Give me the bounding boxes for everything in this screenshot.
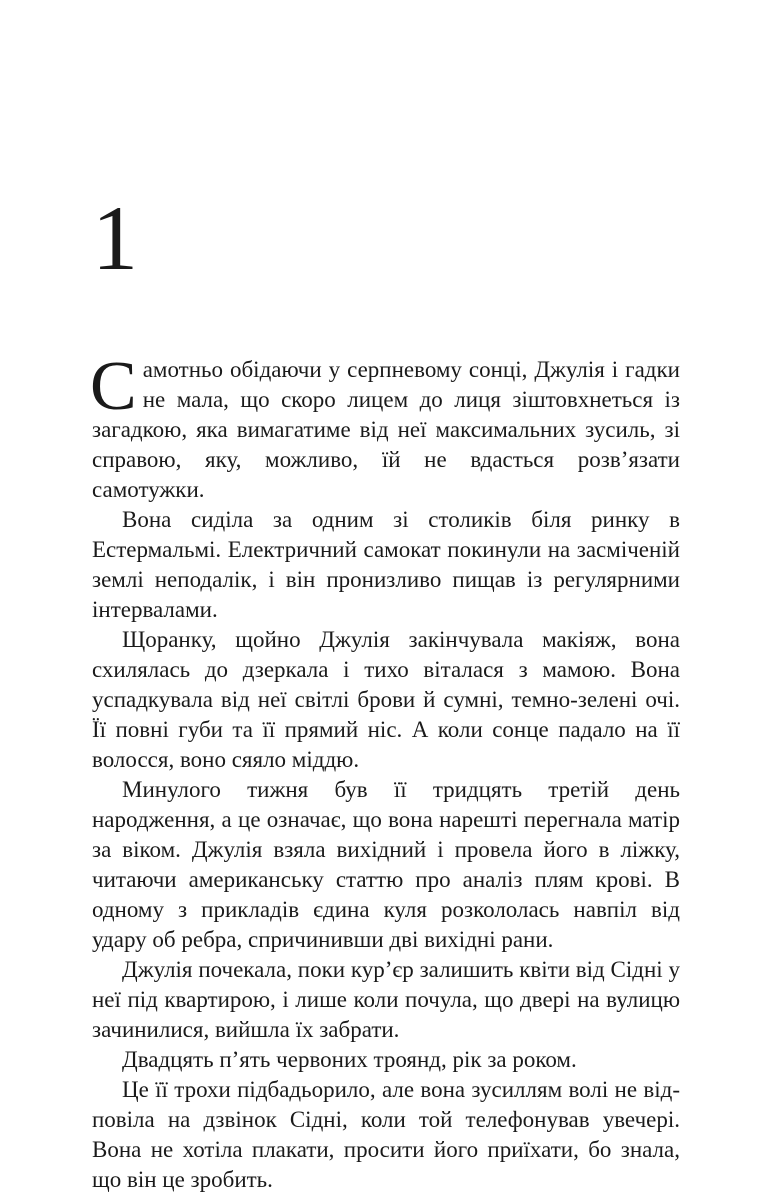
chapter-text <box>90 348 680 1195</box>
drop-cap: С <box>90 348 137 425</box>
paragraph-6: Двадцять п’ять червоних троянд, рік за роком. <box>122 1047 577 1072</box>
paragraph-4: Минулого тижня був її тридцять третій день народження, а це означає, що вона нарешті перегнала матір за віком. Джулія взяла вихідний і провела його в ліжку, читаючи американську статтю про аналіз плям крові. В одному з прикладів єдина куля розкололась навпіл від удару об ребра, спричинивши дві вихідні рани. <box>92 777 680 952</box>
paragraph-2: Вона сиділа за одним зі столиків біля ринку в Естермальмі. Електричний самокат покинули на засміченій землі неподалік, і він пронизливо пищав із регулярними інтервалами. <box>92 507 680 622</box>
paragraph-5: Джулія почекала, поки кур’єр залишить квіти від Сідні у неї під квартирою, і лише коли почула, що двері на вулицю зачинилися, вийшла їх забрати. <box>92 957 680 1042</box>
paragraph-7: Це її трохи підбадьорило, але вона зусиллям волі не відповіла на дзвінок Сідні, коли той телефонував увечері. Вона не хотіла плакати, просити його приїхати, бо знала, що він це зробить. <box>92 1077 680 1192</box>
paragraph-3: Щоранку, щойно Джулія закінчувала макіяж, вона схилялась до дзеркала і тихо віталася з мамою. Вона успадкувала від неї світлі брови й сумні, темно-зелені очі. Її повні губи та її прямий ніс. А коли сонце падало на її волосся, воно сяяло міддю. <box>92 627 680 772</box>
chapter-number: 1 <box>92 187 138 289</box>
paragraph-1 <box>90 348 680 505</box>
paragraph-1-text: амотньо обідаючи у серпневому сонці, Джулія і гадки не мала, що скоро лицем до лиця зіштовхнеться із загадкою, яка вимагатиме від неї максимальних зусиль, зі справою, яку, можливо, їй не вдасться розв’язати самотужки. <box>92 357 680 502</box>
